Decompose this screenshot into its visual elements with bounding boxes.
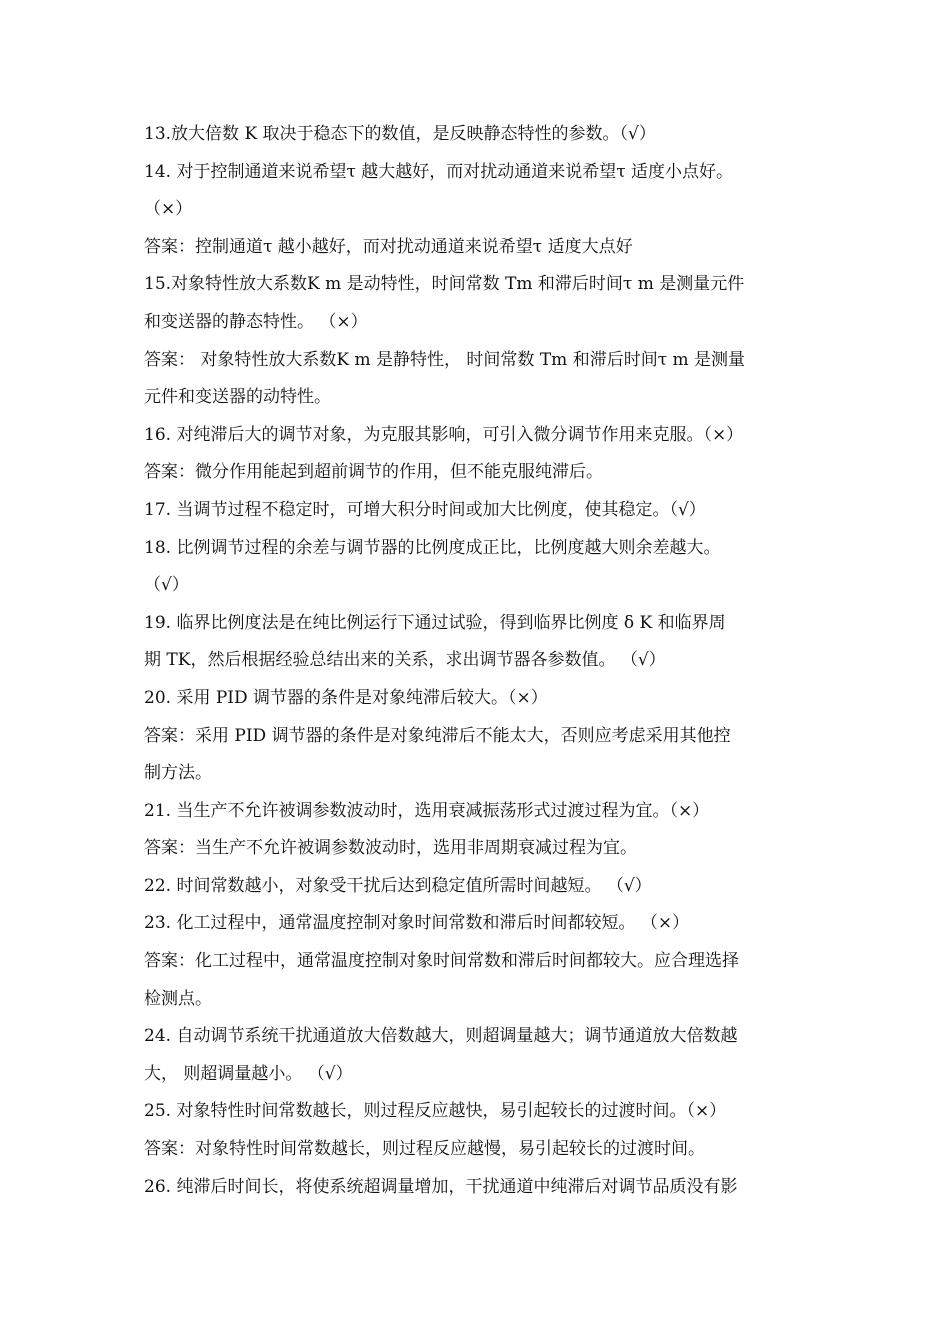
text-line: 答案：控制通道τ 越小越好，而对扰动通道来说希望τ 适度大点好	[144, 236, 633, 257]
text-line: 16. 对纯滞后大的调节对象，为克服其影响，可引入微分调节作用来克服。（×）	[144, 424, 744, 445]
text-line: 24. 自动调节系统干扰通道放大倍数越大，则超调量越大；调节通道放大倍数越	[144, 1026, 738, 1047]
text-line: 答案：采用 PID 调节器的条件是对象纯滞后不能太大，否则应考虑采用其他控	[144, 725, 731, 746]
text-line: 答案：对象特性时间常数越长，则过程反应越慢，易引起较长的过渡时间。	[144, 1139, 705, 1160]
text-line: 14. 对于控制通道来说希望τ 越大越好，而对扰动通道来说希望τ 适度小点好。	[144, 161, 734, 182]
text-line: 15.对象特性放大系数Κ m 是动特性，时间常数 Tm 和滞后时间τ m 是测量元件	[144, 274, 745, 295]
text-line: 答案：化工过程中，通常温度控制对象时间常数和滞后时间都较大。应合理选择	[144, 951, 739, 972]
text-line: 元件和变送器的动特性。	[144, 387, 331, 408]
text-line: 制方法。	[144, 763, 212, 784]
text-line: 答案： 对象特性放大系数Κ m 是静特性， 时间常数 Tm 和滞后时间τ m 是测量	[144, 349, 746, 370]
document-page	[144, 116, 816, 1206]
text-line: 大， 则超调量越小。 （√）	[144, 1063, 353, 1084]
text-line: 22. 时间常数越小，对象受干扰后达到稳定值所需时间越短。 （√）	[144, 875, 652, 896]
text-line: 26. 纯滞后时间长，将使系统超调量增加，干扰通道中纯滞后对调节品质没有影	[144, 1176, 738, 1197]
text-line: 19. 临界比例度法是在纯比例运行下通过试验，得到临界比例度 δ K 和临界周	[144, 612, 726, 633]
text-line: 和变送器的静态特性。 （×）	[144, 311, 368, 332]
text-line: 答案：当生产不允许被调参数波动时，选用非周期衰减过程为宜。	[144, 838, 637, 859]
text-line: 期 TK，然后根据经验总结出来的关系，求出调节器各参数值。 （√）	[144, 650, 666, 671]
text-line: 检测点。	[144, 988, 212, 1009]
text-line: 答案：微分作用能起到超前调节的作用，但不能克服纯滞后。	[144, 462, 603, 483]
text-line: 25. 对象特性时间常数越长，则过程反应越快，易引起较长的过渡时间。（×）	[144, 1101, 727, 1122]
text-line: 23. 化工过程中，通常温度控制对象时间常数和滞后时间都较短。 （×）	[144, 913, 690, 934]
text-line: 17. 当调节过程不稳定时，可增大积分时间或加大比例度，使其稳定。（√）	[144, 499, 706, 520]
text-line: （√）	[144, 575, 189, 596]
text-line: 13.放大倍数 K 取决于稳态下的数值，是反映静态特性的参数。（√）	[144, 124, 656, 144]
text-line: 20. 采用 PID 调节器的条件是对象纯滞后较大。（×）	[144, 687, 548, 708]
text-line: 18. 比例调节过程的余差与调节器的比例度成正比，比例度越大则余差越大。	[144, 537, 721, 558]
text-line: （×）	[144, 199, 193, 220]
text-line: 21. 当生产不允许被调参数波动时，选用衰减振荡形式过渡过程为宜。（×）	[144, 800, 710, 821]
